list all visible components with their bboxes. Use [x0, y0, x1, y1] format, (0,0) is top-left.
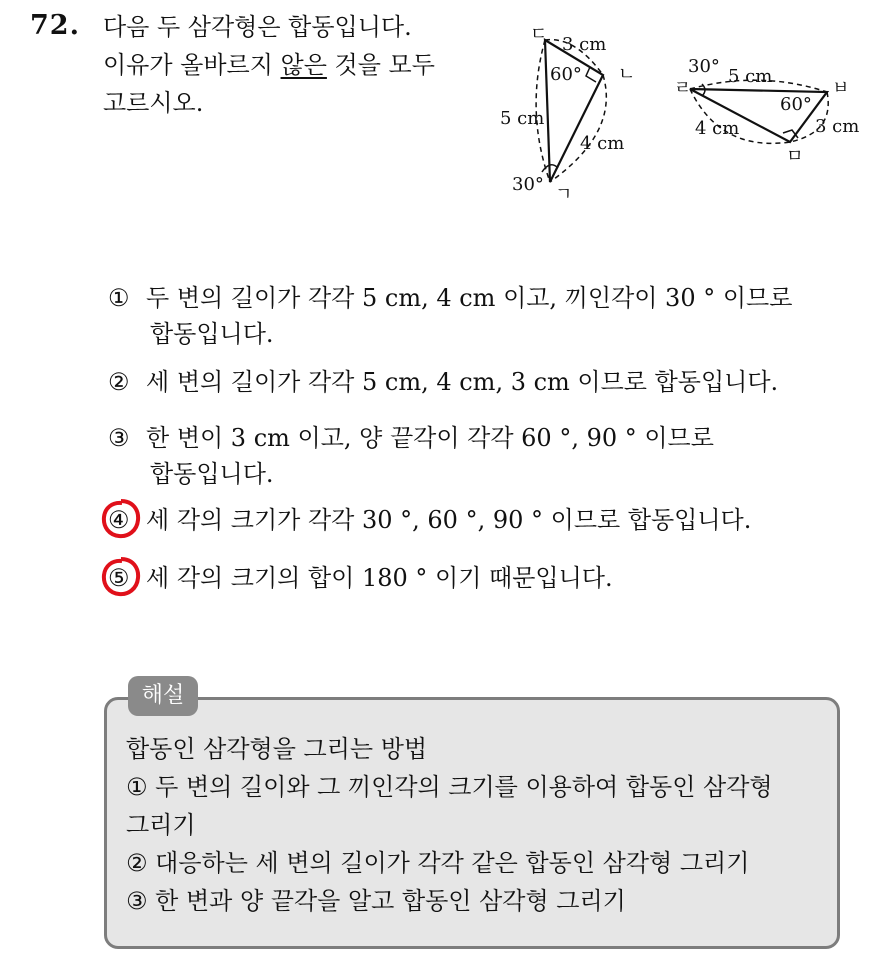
- choice-3[interactable]: [108, 420, 714, 492]
- right-angle-left: 30°: [688, 56, 720, 77]
- solution-text: [126, 730, 846, 920]
- right-label-right: ㅂ: [832, 78, 850, 99]
- underlined-word: 않은: [280, 51, 327, 79]
- solution-line-3: 그리기: [126, 811, 196, 839]
- left-label-right: ㄴ: [618, 64, 636, 85]
- choice-text-3: 한 변이 3 cm 이고, 양 끝각이 각각 60 °, 90 ° 이므로: [146, 424, 714, 452]
- selection-circle-icon: [100, 498, 142, 540]
- left-label-bottom: ㄱ: [555, 184, 573, 202]
- choice-mark-3: ③: [108, 424, 130, 452]
- left-label-top: ㄷ: [530, 24, 548, 45]
- choice-text-1: 두 변의 길이가 각각 5 cm, 4 cm 이고, 끼인각이 30 ° 이므로: [146, 284, 793, 312]
- question-number: 72.: [30, 10, 80, 41]
- triangle-figure: [490, 22, 875, 202]
- choice-text-2: 세 변의 길이가 각각 5 cm, 4 cm, 3 cm 이므로 합동입니다.: [146, 368, 779, 396]
- right-angle-right: 60°: [780, 94, 812, 115]
- right-side-right: 3 cm: [815, 116, 860, 137]
- solution-line-5: ③ 한 변과 양 끝각을 알고 합동인 삼각형 그리기: [126, 887, 626, 915]
- choice-5[interactable]: [108, 560, 613, 596]
- left-triangle: [500, 24, 635, 202]
- left-angle-bottom: 30°: [512, 174, 544, 195]
- left-angle-top: 60°: [550, 64, 582, 85]
- question-line-2: 이유가 올바르지 않은 것을 모두: [103, 51, 435, 79]
- right-label-left: ㄹ: [674, 78, 692, 99]
- choice-text-4: 세 각의 크기가 각각 30 °, 60 °, 90 ° 이므로 합동입니다.: [146, 506, 752, 534]
- solution-line-1: 합동인 삼각형을 그리는 방법: [126, 735, 428, 763]
- question-line-3: 고르시오.: [103, 89, 204, 117]
- right-side-left: 4 cm: [695, 118, 740, 139]
- selection-circle-icon: [100, 556, 142, 598]
- choice-text-5: 세 각의 크기의 합이 180 ° 이기 때문입니다.: [146, 564, 613, 592]
- choice-2[interactable]: [108, 364, 778, 400]
- solution-line-2: ① 두 변의 길이와 그 끼인각의 크기를 이용하여 합동인 삼각형: [126, 773, 773, 801]
- left-side-right: 4 cm: [580, 133, 625, 154]
- choice-mark-1: ①: [108, 284, 130, 312]
- solution-line-4: ② 대응하는 세 변의 길이가 각각 같은 합동인 삼각형 그리기: [126, 849, 750, 877]
- left-side-left: 5 cm: [500, 108, 545, 129]
- right-triangle: [674, 56, 859, 167]
- choice-text-1-cont: 합동입니다.: [150, 320, 274, 348]
- question-line-1: 다음 두 삼각형은 합동입니다.: [103, 13, 412, 41]
- choice-mark-4: ④: [108, 502, 146, 538]
- choice-4[interactable]: [108, 502, 751, 538]
- left-side-top: 3 cm: [562, 34, 607, 55]
- solution-tag: 해설: [128, 676, 198, 716]
- choice-mark-2: ②: [108, 368, 130, 396]
- right-side-top: 5 cm: [728, 66, 773, 87]
- choice-mark-5: ⑤: [108, 560, 146, 596]
- right-label-bottom: ㅁ: [786, 146, 804, 167]
- question-text: [103, 8, 483, 122]
- choice-text-3-cont: 합동입니다.: [150, 460, 274, 488]
- choice-1[interactable]: [108, 280, 792, 352]
